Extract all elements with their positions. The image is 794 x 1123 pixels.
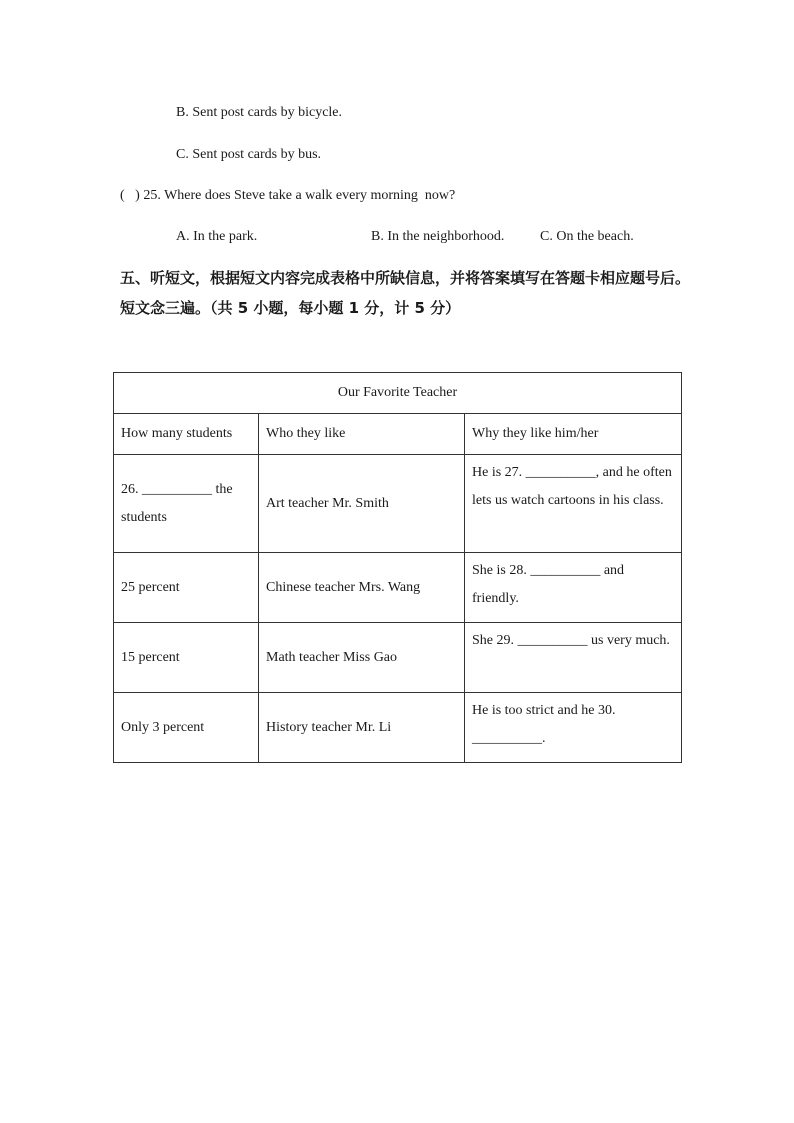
teacher-table xyxy=(113,372,682,763)
cell-reason: He is 27. __________, and he often lets us watch cartoons in his class. xyxy=(465,455,682,553)
cell-students: 26. __________ the students xyxy=(114,455,259,553)
table-title: Our Favorite Teacher xyxy=(114,373,682,414)
table-row xyxy=(114,455,682,553)
cell-students: Only 3 percent xyxy=(114,693,259,763)
table-title-row xyxy=(114,373,682,414)
option-b-prev: B. Sent post cards by bicycle. xyxy=(176,105,343,120)
cell-teacher: Chinese teacher Mrs. Wang xyxy=(259,553,465,623)
header-students: How many students xyxy=(114,414,259,455)
header-reason: Why they like him/her xyxy=(465,414,682,455)
question-25-stem: ( ) 25. Where does Steve take a walk every morning now? xyxy=(120,188,456,203)
table-row xyxy=(114,553,682,623)
header-teacher: Who they like xyxy=(259,414,465,455)
question-25-option-a: A. In the park. xyxy=(176,229,258,244)
cell-teacher: Math teacher Miss Gao xyxy=(259,623,465,693)
cell-reason: She is 28. __________ and friendly. xyxy=(465,553,682,623)
question-25-option-b: B. In the neighborhood. xyxy=(371,229,505,244)
table-header-row xyxy=(114,414,682,455)
cell-students: 15 percent xyxy=(114,623,259,693)
table-row xyxy=(114,623,682,693)
cell-reason: He is too strict and he 30. __________. xyxy=(465,693,682,763)
cell-reason: She 29. __________ us very much. xyxy=(465,623,682,693)
table-row xyxy=(114,693,682,763)
section-5-heading: 五、听短文，根据短文内容完成表格中所缺信息，并将答案填写在答题卡相应题号后。短文念三遍。（共 5 小题，每小题 1 分，计 5 分） xyxy=(120,269,691,317)
option-c-prev: C. Sent post cards by bus. xyxy=(176,147,322,162)
cell-students: 25 percent xyxy=(114,553,259,623)
cell-teacher: History teacher Mr. Li xyxy=(259,693,465,763)
cell-teacher: Art teacher Mr. Smith xyxy=(259,455,465,553)
question-25-option-c: C. On the beach. xyxy=(540,229,634,244)
